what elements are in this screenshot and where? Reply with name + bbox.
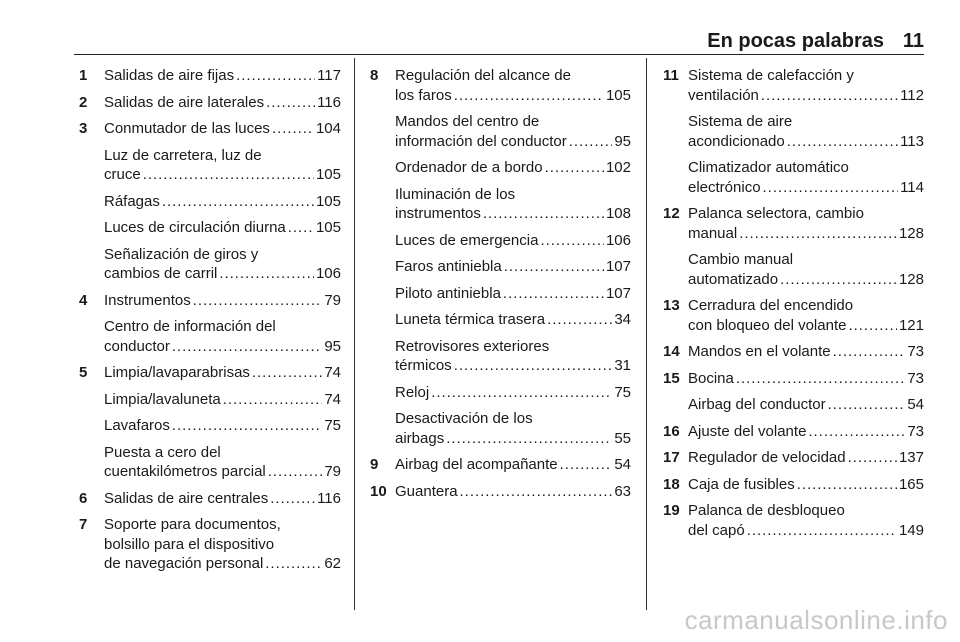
item-number: 18 [663, 475, 680, 493]
page-reference: 62 [324, 555, 341, 572]
entry-text [104, 66, 341, 86]
index-entry [370, 112, 631, 151]
page-reference: 54 [614, 456, 631, 473]
item-number: 9 [370, 456, 379, 473]
entry-label: Regulador de velocidad [688, 449, 846, 466]
index-entry [663, 66, 924, 105]
entry-row [104, 462, 341, 482]
entry-text [688, 204, 924, 243]
index-entry [79, 416, 341, 436]
entry-text [104, 192, 341, 212]
item-number: 12 [663, 205, 680, 222]
page-reference: 165 [898, 475, 924, 493]
entry-text [688, 296, 924, 335]
index-column-3 [663, 66, 924, 540]
entry-text [395, 383, 631, 403]
dot-leader [780, 270, 897, 290]
dot-leader [193, 291, 323, 311]
entry-text [688, 342, 924, 362]
entry-text [688, 422, 924, 442]
entry-label: Piloto antiniebla [395, 284, 501, 302]
dot-leader [504, 257, 604, 277]
entry-text [688, 112, 924, 151]
page-reference: 75 [614, 383, 631, 401]
entry-text [395, 112, 631, 151]
entry-line: Retrovisores exteriores [395, 337, 550, 355]
dot-leader [828, 395, 906, 415]
entry-row [104, 218, 341, 238]
item-number: 17 [663, 449, 680, 466]
entry-line: Regulación del alcance de [395, 67, 571, 84]
page-reference: 105 [315, 192, 341, 210]
dot-leader [747, 521, 897, 541]
entry-text [104, 515, 341, 574]
dot-leader [736, 369, 905, 389]
page-reference: 128 [898, 270, 924, 288]
entry-label: Limpia/lavaluneta [104, 390, 221, 408]
entry-text [104, 363, 341, 383]
entry-line: Sistema de aire [688, 113, 793, 130]
index-entry [663, 296, 924, 335]
entry-label: Luces de emergencia [395, 231, 539, 249]
dot-leader [503, 284, 604, 304]
entry-text [688, 448, 924, 468]
entry-text [688, 158, 924, 197]
header-divider [74, 54, 924, 55]
index-entry [79, 515, 341, 574]
entry-text [104, 245, 341, 284]
dot-leader [560, 455, 613, 475]
page-reference: 63 [614, 482, 631, 500]
item-number: 19 [663, 502, 680, 519]
entry-label: información del conductor [395, 132, 567, 150]
entry-row [395, 231, 631, 251]
item-number: 11 [663, 67, 679, 84]
entry-line: Iluminación de los [395, 185, 516, 203]
entry-text [395, 158, 631, 178]
index-entry [79, 291, 341, 311]
index-entry [370, 231, 631, 251]
index-entry [79, 245, 341, 284]
entry-row [688, 86, 924, 106]
page-reference: 121 [898, 316, 924, 334]
dot-leader [848, 448, 897, 468]
entry-text [104, 416, 341, 436]
page-reference: 55 [614, 429, 631, 447]
index-entry [370, 284, 631, 304]
entry-line: Centro de información del [104, 318, 276, 335]
entry-text [688, 501, 924, 540]
item-number: 10 [370, 482, 387, 500]
entry-line: Señalización de giros y [104, 245, 259, 263]
entry-label: Guantera [395, 482, 458, 500]
entry-label: Caja de fusibles [688, 475, 795, 493]
entry-row [688, 270, 924, 290]
entry-text [395, 257, 631, 277]
column-divider [646, 58, 647, 610]
index-entry [79, 218, 341, 238]
page-number: 11 [902, 30, 924, 52]
index-entry [79, 390, 341, 410]
page-reference: 116 [317, 93, 341, 111]
page-reference: 79 [324, 463, 341, 480]
entry-line: Luz de carretera, luz de [104, 146, 262, 164]
entry-label: Ordenador de a bordo [395, 159, 543, 176]
column-divider [354, 58, 355, 610]
item-number: 4 [79, 291, 88, 309]
entry-text [104, 390, 341, 410]
entry-row [104, 119, 341, 139]
index-entry [79, 119, 341, 139]
entry-row [104, 264, 341, 284]
index-entry [663, 250, 924, 289]
index-column-1 [79, 66, 341, 574]
page-reference: 105 [315, 166, 341, 183]
entry-text [395, 284, 631, 304]
entry-label: los faros [395, 86, 452, 104]
entry-text [104, 218, 341, 238]
index-entry [370, 455, 631, 475]
index-entry [79, 317, 341, 356]
index-entry [370, 337, 631, 376]
dot-leader [446, 429, 612, 449]
page-reference: 116 [317, 489, 341, 507]
item-number: 5 [79, 364, 88, 381]
entry-text [395, 482, 631, 502]
entry-label: ventilación [688, 86, 759, 104]
index-entry [663, 475, 924, 495]
index-entry [663, 112, 924, 151]
entry-row [395, 429, 631, 449]
dot-leader [483, 204, 604, 224]
dot-leader [270, 489, 315, 509]
entry-text [395, 337, 631, 376]
page-reference: 105 [315, 219, 341, 236]
entry-line: bolsillo para el dispositivo [104, 535, 275, 553]
index-entry [370, 185, 631, 224]
entry-label: manual [688, 224, 738, 242]
entry-text [104, 443, 341, 482]
dot-leader [265, 554, 322, 574]
dot-leader [454, 86, 604, 106]
index-entry [370, 66, 631, 105]
entry-label: Mandos en el volante [688, 343, 831, 360]
entry-label: cuentakilómetros parcial [104, 463, 266, 480]
page-reference: 31 [614, 357, 631, 374]
entry-label: Airbag del acompañante [395, 456, 558, 473]
entry-text [688, 250, 924, 289]
entry-row [104, 291, 341, 311]
entry-row [688, 178, 924, 198]
entry-label: conductor [104, 337, 170, 355]
entry-row [395, 132, 631, 152]
page-reference: 34 [614, 311, 631, 328]
item-number: 3 [79, 120, 88, 137]
page-reference: 149 [898, 521, 924, 539]
dot-leader [547, 310, 612, 330]
dot-leader [288, 218, 314, 238]
dot-leader [545, 158, 604, 178]
dot-leader [454, 356, 613, 376]
item-number: 14 [663, 343, 680, 360]
dot-leader [272, 119, 314, 139]
index-entry [370, 257, 631, 277]
entry-label: Reloj [395, 383, 430, 401]
entry-text [395, 231, 631, 251]
entry-line: Cambio manual [688, 251, 794, 268]
entry-row [395, 356, 631, 376]
page-reference: 114 [900, 178, 924, 196]
index-entry [79, 363, 341, 383]
entry-label: airbags [395, 429, 445, 447]
page-reference: 79 [324, 291, 341, 309]
item-number: 8 [370, 67, 379, 84]
item-number: 6 [79, 489, 88, 507]
entry-row [104, 363, 341, 383]
entry-row [104, 66, 341, 86]
index-entry [79, 489, 341, 509]
entry-label: Instrumentos [104, 291, 191, 309]
entry-text [395, 185, 631, 224]
dot-leader [460, 482, 613, 502]
page-reference: 105 [605, 86, 631, 104]
entry-text [395, 310, 631, 330]
entry-row [688, 521, 924, 541]
entry-row [688, 448, 924, 468]
index-entry [370, 310, 631, 330]
entry-row [688, 395, 924, 415]
entry-line: Mandos del centro de [395, 113, 540, 130]
entry-text [395, 455, 631, 475]
page-title: En pocas palabras [707, 30, 884, 52]
index-entry [79, 66, 341, 86]
entry-label: Salidas de aire laterales [104, 93, 265, 111]
page-reference: 113 [900, 132, 924, 150]
entry-text [104, 291, 341, 311]
dot-leader [797, 475, 897, 495]
dot-leader [848, 316, 897, 336]
entry-label: Lavafaros [104, 417, 170, 434]
entry-line: Puesta a cero del [104, 443, 221, 461]
index-column-2 [370, 66, 631, 501]
item-number: 7 [79, 516, 88, 533]
item-number: 16 [663, 422, 680, 440]
entry-row [688, 342, 924, 362]
index-entry [663, 395, 924, 415]
dot-leader [569, 132, 613, 152]
entry-row [395, 257, 631, 277]
entry-line: Desactivación de los [395, 410, 533, 427]
entry-row [395, 284, 631, 304]
entry-row [395, 86, 631, 106]
page-reference: 106 [315, 265, 341, 282]
entry-label: Conmutador de las luces [104, 120, 270, 137]
page-reference: 104 [315, 120, 341, 137]
index-entry [663, 369, 924, 389]
entry-line: Palanca selectora, cambio [688, 205, 864, 222]
dot-leader [172, 337, 322, 357]
page-reference: 74 [324, 390, 341, 408]
index-entry [663, 448, 924, 468]
entry-line: Soporte para documentos, [104, 516, 281, 533]
index-entry [370, 482, 631, 502]
entry-text [104, 146, 341, 185]
entry-text [104, 119, 341, 139]
dot-leader [787, 132, 898, 152]
page-reference: 73 [907, 343, 924, 360]
entry-row [688, 422, 924, 442]
index-entry [663, 204, 924, 243]
page-reference: 106 [605, 231, 631, 249]
entry-row [688, 475, 924, 495]
entry-text [688, 475, 924, 495]
entry-line: Climatizador automático [688, 159, 849, 176]
entry-line: Cerradura del encendido [688, 297, 854, 314]
page-reference: 108 [605, 205, 631, 222]
index-entry [370, 158, 631, 178]
index-entry [370, 409, 631, 448]
dot-leader [223, 390, 323, 410]
page-reference: 107 [605, 258, 631, 275]
entry-label: Limpia/lavaparabrisas [104, 364, 250, 381]
page-reference: 95 [324, 337, 341, 355]
dot-leader [739, 224, 897, 244]
dot-leader [268, 462, 323, 482]
entry-row [104, 337, 341, 357]
entry-row [104, 390, 341, 410]
index-entry [663, 422, 924, 442]
entry-label: Salidas de aire fijas [104, 67, 235, 84]
dot-leader [761, 86, 898, 106]
entry-label: Airbag del conductor [688, 396, 826, 413]
entry-label: Ráfagas [104, 192, 160, 210]
page-reference: 73 [907, 369, 924, 387]
item-number: 2 [79, 93, 88, 111]
entry-label: de navegación personal [104, 555, 264, 572]
entry-label: acondicionado [688, 132, 785, 150]
entry-row [688, 316, 924, 336]
entry-text [104, 489, 341, 509]
entry-row [395, 455, 631, 475]
entry-label: cambios de carril [104, 265, 218, 282]
entry-label: instrumentos [395, 205, 481, 222]
entry-text [395, 409, 631, 448]
dot-leader [431, 383, 612, 403]
page-reference: 117 [317, 67, 341, 84]
page-reference: 73 [907, 422, 924, 440]
page-header [74, 30, 924, 52]
page-reference: 137 [898, 449, 924, 466]
dot-leader [219, 264, 314, 284]
entry-label: térmicos [395, 357, 452, 374]
entry-label: automatizado [688, 270, 779, 288]
entry-row [104, 416, 341, 436]
dot-leader [143, 165, 314, 185]
watermark: carmanualsonline.info [684, 605, 948, 635]
dot-leader [266, 93, 315, 113]
entry-row [104, 554, 341, 574]
entry-label: Bocina [688, 369, 734, 387]
index-entry [663, 158, 924, 197]
entry-label: Faros antiniebla [395, 258, 502, 275]
entry-row [688, 369, 924, 389]
page-reference: 112 [900, 86, 924, 104]
entry-row [104, 165, 341, 185]
dot-leader [252, 363, 322, 383]
page-reference: 75 [324, 417, 341, 434]
index-entry [79, 146, 341, 185]
entry-text [688, 369, 924, 389]
index-entry [79, 93, 341, 113]
entry-label: Luneta térmica trasera [395, 311, 546, 328]
entry-row [104, 489, 341, 509]
entry-label: cruce [104, 166, 141, 183]
index-entry [370, 383, 631, 403]
entry-row [395, 383, 631, 403]
entry-row [104, 192, 341, 212]
entry-text [395, 66, 631, 105]
entry-label: Luces de circulación diurna [104, 219, 286, 236]
entry-label: del capó [688, 521, 745, 539]
entry-label: Salidas de aire centrales [104, 489, 269, 507]
entry-label: con bloqueo del volante [688, 316, 847, 334]
index-entry [663, 501, 924, 540]
entry-label: electrónico [688, 178, 761, 196]
entry-row [688, 132, 924, 152]
entry-row [395, 310, 631, 330]
item-number: 15 [663, 369, 680, 387]
entry-line: Palanca de desbloqueo [688, 502, 845, 519]
dot-leader [833, 342, 906, 362]
dot-leader [540, 231, 604, 251]
dot-leader [236, 66, 315, 86]
index-entry [79, 443, 341, 482]
page-reference: 107 [605, 284, 631, 302]
entry-text [104, 317, 341, 356]
item-number: 1 [79, 67, 88, 84]
entry-row [688, 224, 924, 244]
entry-row [104, 93, 341, 113]
entry-text [688, 395, 924, 415]
dot-leader [763, 178, 899, 198]
page-reference: 128 [898, 224, 924, 242]
index-entry [663, 342, 924, 362]
entry-row [395, 204, 631, 224]
entry-label: Ajuste del volante [688, 422, 807, 440]
entry-text [104, 93, 341, 113]
dot-leader [172, 416, 322, 436]
item-number: 13 [663, 297, 680, 314]
entry-text [688, 66, 924, 105]
entry-row [395, 482, 631, 502]
index-entry [79, 192, 341, 212]
entry-row [395, 158, 631, 178]
dot-leader [162, 192, 314, 212]
page-reference: 95 [614, 132, 631, 150]
page-reference: 102 [605, 159, 631, 176]
entry-line: Sistema de calefacción y [688, 67, 854, 84]
page-reference: 74 [324, 364, 341, 381]
page-reference: 54 [907, 396, 924, 413]
dot-leader [808, 422, 905, 442]
